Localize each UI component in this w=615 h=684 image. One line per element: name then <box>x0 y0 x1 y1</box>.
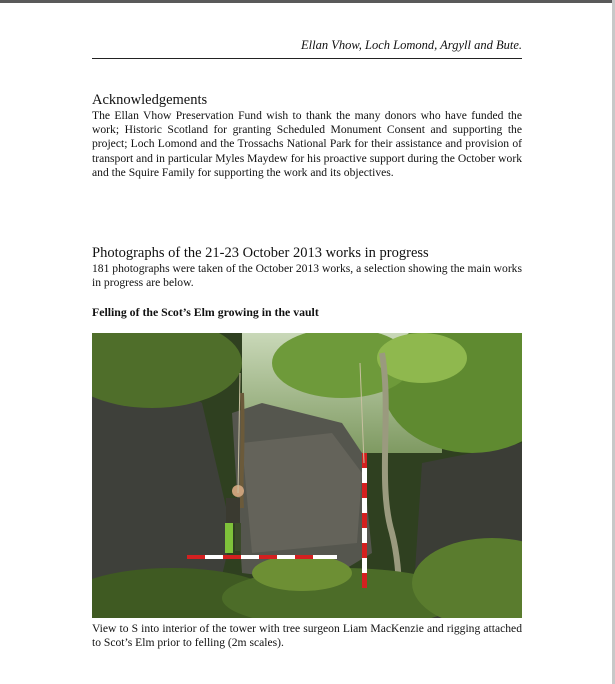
top-border <box>0 0 615 3</box>
photo-caption: View to S into interior of the tower with tree surgeon Liam MacKenzie and rigging attached to Scot’s Elm prior to felling (2m scales). <box>92 622 522 650</box>
photo-subheading: Felling of the Scot’s Elm growing in the vault <box>92 305 319 319</box>
header-rule <box>92 58 522 59</box>
acknowledgements-heading: Acknowledgements <box>92 92 208 108</box>
acknowledgements-text: The Ellan Vhow Preservation Fund wish to thank the many donors who have funded the work; Historic Scotland for granting Scheduled Monument Consent and supporting the project; Loch Lomond and the Trossachs National Park for their assistance and provision of transport and in particular Myles Maydew for his proactive support during the October work and the Squire Family for supporting the work and its objectives. <box>92 109 522 179</box>
photographs-intro: 181 photographs were taken of the October 2013 works, a selection showing the main works in progress are below. <box>92 262 522 290</box>
photo-scots-elm-felling <box>92 333 522 618</box>
photo-illustration <box>92 333 522 618</box>
photographs-heading: Photographs of the 21-23 October 2013 works in progress <box>92 245 429 261</box>
running-header: Ellan Vhow, Loch Lomond, Argyll and Bute. <box>301 38 522 52</box>
